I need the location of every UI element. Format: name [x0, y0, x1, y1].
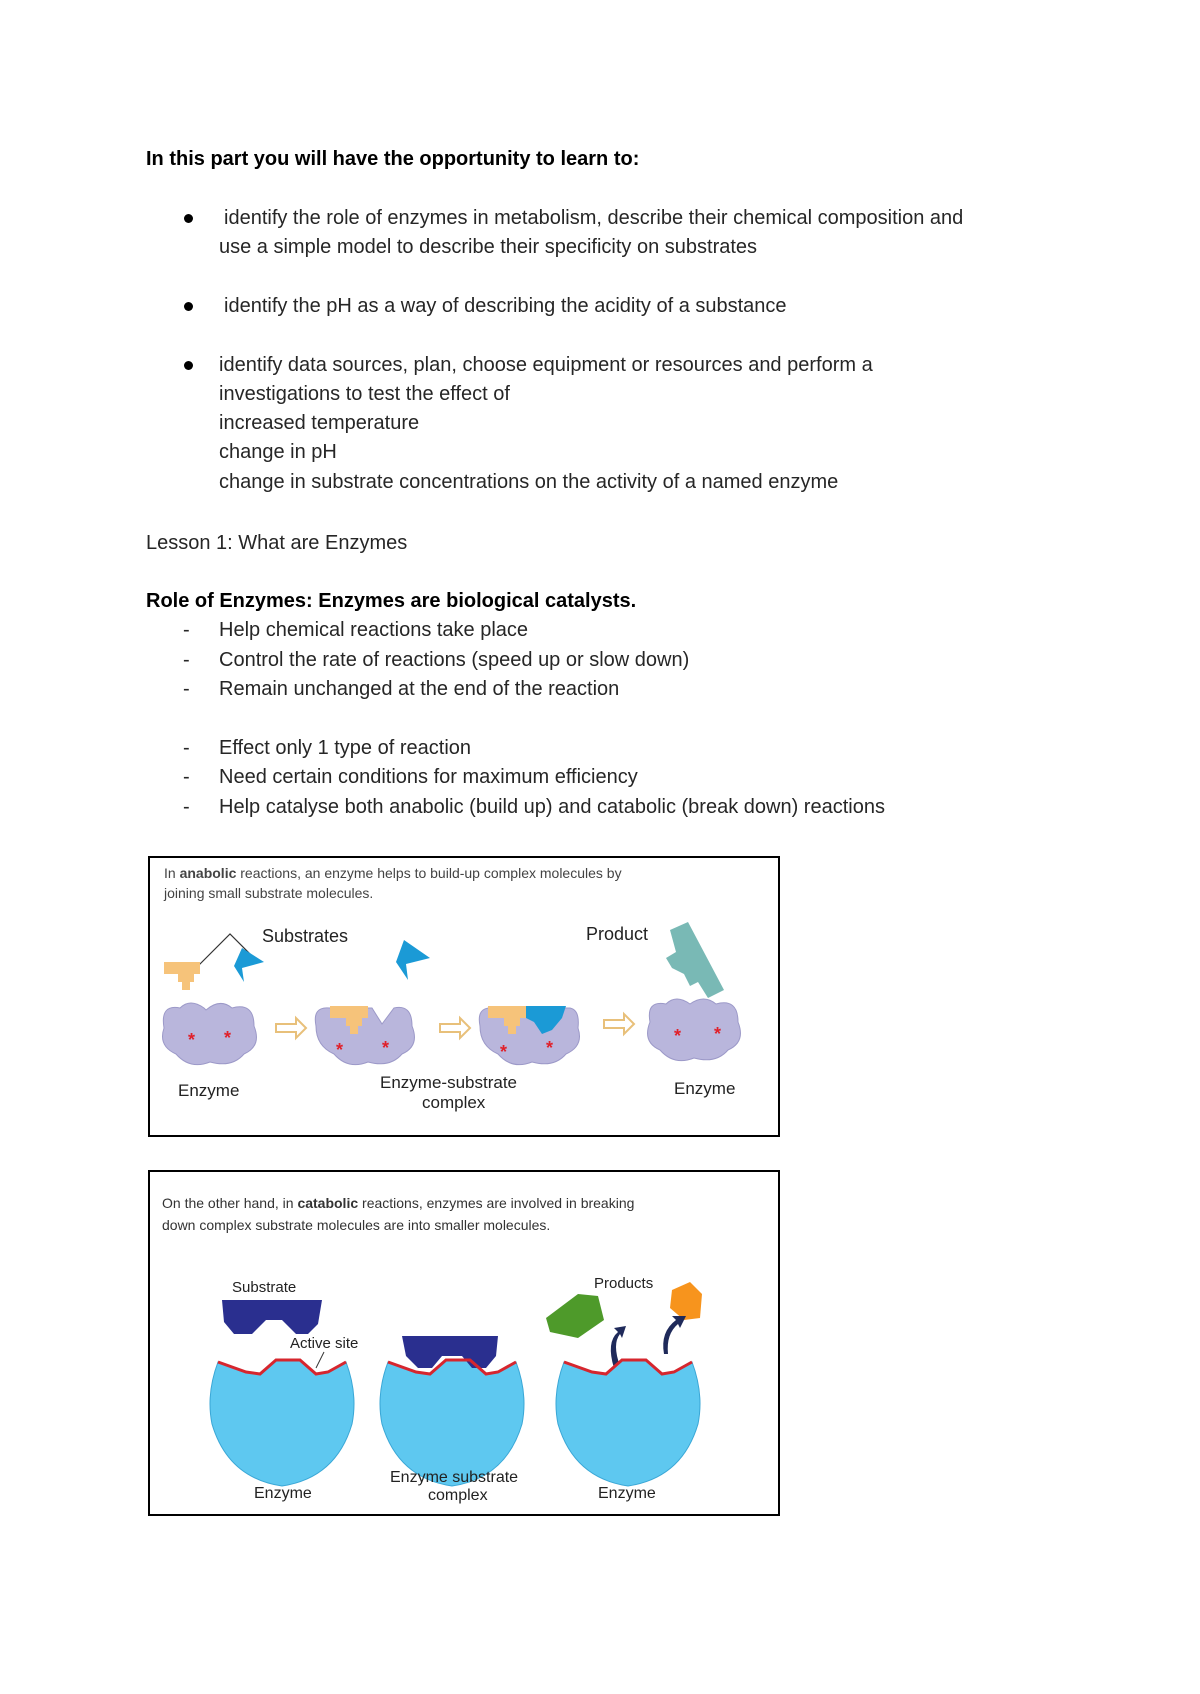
bullet-dot	[184, 302, 193, 311]
lesson-title: Lesson 1: What are Enzymes	[146, 532, 408, 554]
label-substrates: Substrates	[262, 926, 349, 946]
label-product: Product	[586, 924, 649, 944]
product-shape	[666, 922, 724, 998]
substrate-blue	[234, 948, 264, 982]
role-item: Need certain conditions for maximum efficiency	[219, 766, 638, 788]
active-site-mark: *	[382, 1038, 390, 1058]
bullet-3-line-2: investigations to test the effect of	[219, 383, 510, 405]
label-enzyme-left: Enzyme	[254, 1485, 312, 1502]
label-active-site: Active site	[290, 1335, 359, 1352]
label-enzyme-left: Enzyme	[178, 1081, 240, 1100]
label-products: Products	[594, 1275, 654, 1292]
bullet-3-line-5: change in substrate concentrations on the activity of a named enzyme	[219, 471, 839, 493]
label-substrate: Substrate	[232, 1279, 297, 1296]
substrate-shape	[222, 1300, 322, 1334]
curved-arrow-icon	[663, 1316, 686, 1354]
figure-catabolic	[148, 1170, 780, 1516]
role-item: Help chemical reactions take place	[219, 619, 529, 641]
list-dash: -	[183, 619, 190, 641]
list-dash: -	[183, 678, 190, 700]
role-item: Help catalyse both anabolic (build up) and catabolic (break down) reactions	[219, 796, 885, 818]
enzyme-4	[648, 999, 741, 1061]
catabolic-enzyme-2	[380, 1336, 524, 1486]
anabolic-caption-line-2: joining small substrate molecules.	[164, 885, 374, 901]
list-dash: -	[183, 796, 190, 818]
active-site-pointer	[316, 1352, 324, 1368]
label-enzyme-right: Enzyme	[598, 1485, 656, 1502]
active-site-mark: *	[674, 1026, 682, 1046]
arrow-right-icon	[604, 1014, 634, 1034]
active-site-mark: *	[714, 1024, 722, 1044]
label-complex-line-1: Enzyme substrate	[390, 1469, 519, 1486]
substrate-orange	[164, 962, 200, 990]
active-site-mark: *	[224, 1028, 232, 1048]
active-site-mark: *	[336, 1040, 344, 1060]
bullet-dot	[184, 214, 193, 223]
active-site-mark: *	[546, 1038, 554, 1058]
anabolic-diagram	[150, 858, 778, 1135]
label-complex-line-1: Enzyme-substrate	[380, 1073, 517, 1092]
catabolic-caption: On the other hand, in catabolic reactions, enzymes are involved in breaking	[162, 1195, 635, 1211]
label-complex-line-2: complex	[428, 1487, 488, 1504]
enzyme-1	[163, 1003, 257, 1065]
label-complex-line-2: complex	[422, 1093, 486, 1112]
list-dash: -	[183, 737, 190, 759]
product-green	[546, 1294, 604, 1338]
bullet-1-line-2: use a simple model to describe their specificity on substrates	[219, 236, 758, 258]
catabolic-diagram	[150, 1172, 778, 1514]
bullet-2-line-1: identify the pH as a way of describing the acidity of a substance	[224, 295, 787, 317]
active-site-mark: *	[500, 1042, 508, 1062]
label-enzyme-right: Enzyme	[674, 1079, 736, 1098]
role-item: Control the rate of reactions (speed up or slow down)	[219, 649, 690, 671]
active-site-mark: *	[188, 1030, 196, 1050]
bullet-1-line-1: identify the role of enzymes in metabolism, describe their chemical composition and	[224, 207, 964, 229]
enzyme-2	[315, 1006, 414, 1065]
bullet-dot	[184, 361, 193, 370]
arrow-right-icon	[440, 1018, 470, 1038]
list-dash: -	[183, 649, 190, 671]
catabolic-enzyme-1	[210, 1360, 354, 1486]
bullet-3-line-3: increased temperature	[219, 412, 420, 434]
role-heading: Role of Enzymes: Enzymes are biological catalysts.	[146, 590, 637, 612]
bullet-3-line-4: change in pH	[219, 441, 337, 463]
intro-heading: In this part you will have the opportunity to learn to:	[146, 148, 640, 170]
bullet-3-line-1: identify data sources, plan, choose equipment or resources and perform a	[219, 354, 873, 376]
anabolic-caption: In anabolic reactions, an enzyme helps to build-up complex molecules by	[164, 865, 622, 881]
catabolic-caption-line-2: down complex substrate molecules are into smaller molecules.	[162, 1217, 551, 1233]
role-item: Effect only 1 type of reaction	[219, 737, 472, 759]
figure-anabolic	[148, 856, 780, 1137]
catabolic-enzyme-3	[556, 1360, 700, 1486]
substrate-blue	[396, 940, 430, 980]
product-orange	[670, 1282, 702, 1320]
enzyme-3	[479, 1006, 579, 1065]
role-item: Remain unchanged at the end of the reaction	[219, 678, 620, 700]
arrow-right-icon	[276, 1018, 306, 1038]
list-dash: -	[183, 766, 190, 788]
